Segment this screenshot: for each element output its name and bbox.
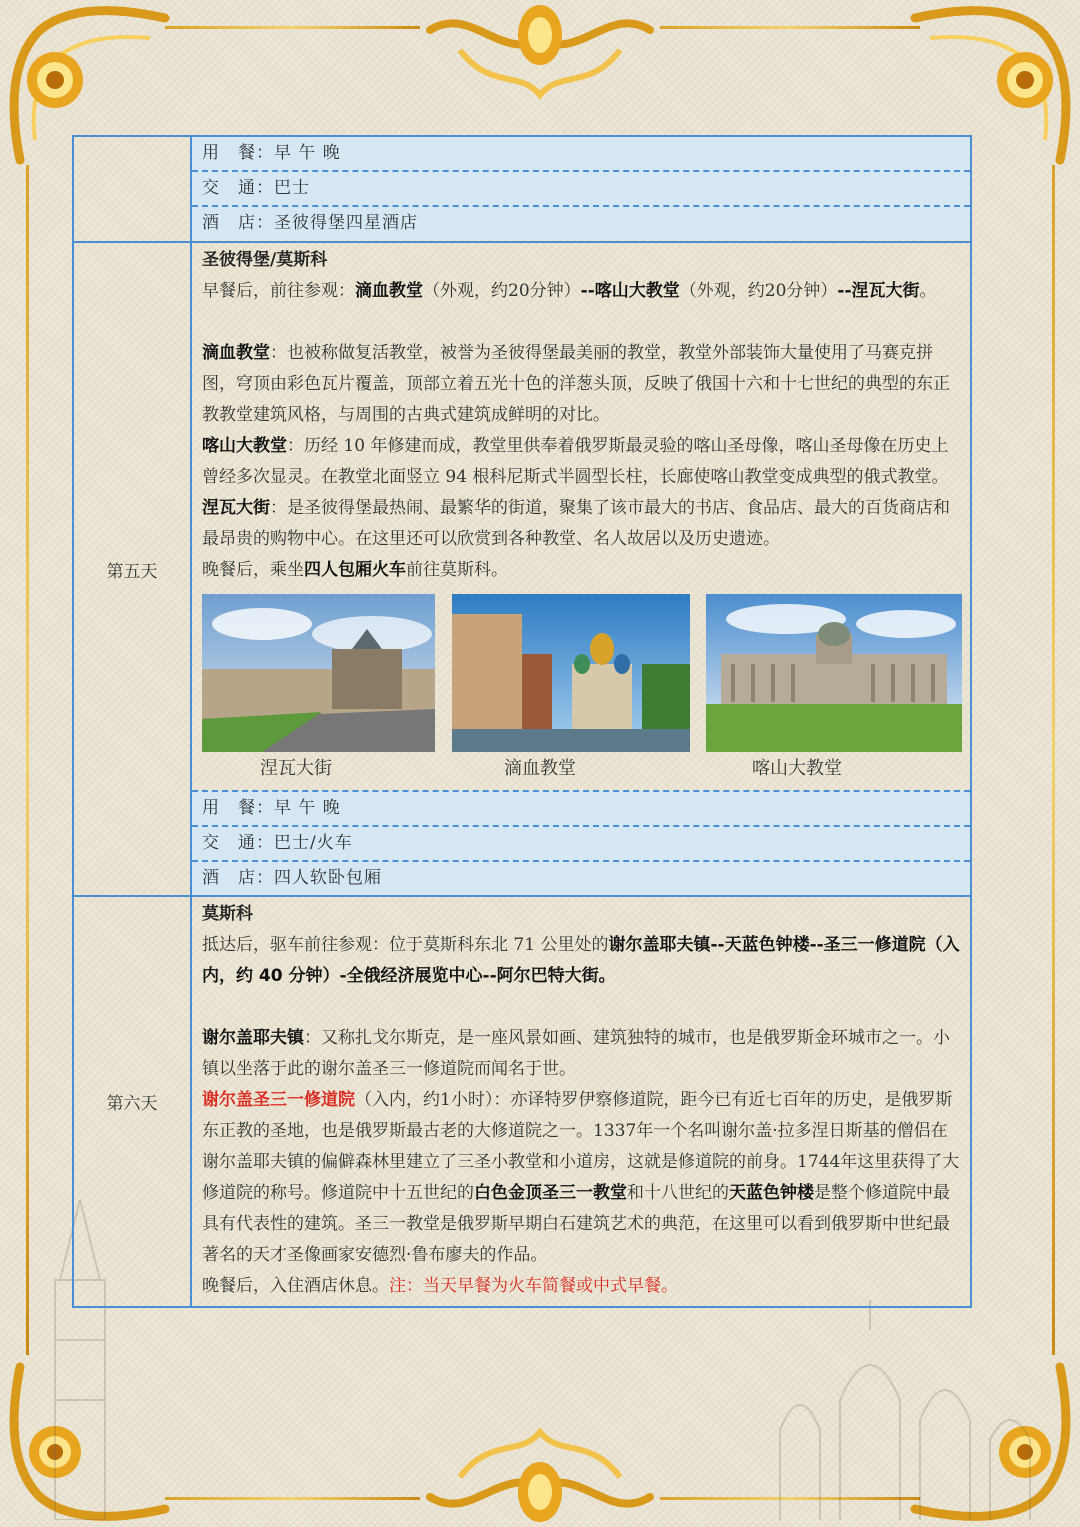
photo-strip (202, 594, 962, 752)
spot-name: 谢尔盖圣三一修道院 (202, 1090, 355, 1110)
right-frame-line (1052, 165, 1055, 1355)
intro-highlight: 喀山大教堂 (594, 281, 680, 301)
photo-caption: 滴血教堂 (504, 758, 576, 779)
day5-evening (202, 555, 962, 586)
photo-caption: 涅瓦大街 (260, 758, 332, 779)
spot-text: （入内，约1小时）：亦译特罗伊察修道院，距今已有近七百年的历史，是俄罗斯东正教的圣地，也是俄罗斯最古老的大修道院之一。1337年一个名叫谢尔盖·拉多涅日斯基的僧侣在谢尔盖耶夫镇的偏僻森林里建立了三圣小教堂和小道房，这就是修道院的前身。1744年这里获得了大修道院的称号。修道院中十五世纪的 (202, 1090, 960, 1203)
spot-description (202, 1023, 962, 1085)
intro-dash: -- (580, 281, 595, 301)
evening-text: 晚餐后，乘坐 (202, 560, 304, 580)
day6-label: 第六天 (73, 896, 191, 1307)
spot-text: ：也被称做复活教堂，被誉为圣彼得堡最美丽的教堂，教堂外部装饰大量使用了马赛克拼图，穹顶由彩色瓦片覆盖，顶部立着五光十色的洋葱头顶，反映了俄国十六和十七世纪的典型的东正教教堂建筑风格，与周围的古典式建筑成鲜明的对比。 (202, 343, 950, 425)
hotel-row: 酒 店：四人软卧包厢 (192, 862, 970, 895)
spot-name: 谢尔盖耶夫镇 (202, 1028, 304, 1048)
day5-intro (202, 276, 962, 307)
day6-intro (202, 930, 962, 992)
meals-row: 用 餐：早 午 晚 (192, 790, 970, 827)
bottom-center-ornament-icon (420, 1417, 660, 1527)
intro-highlight: 谢尔盖耶夫镇--天蓝色钟楼--圣三一修道院（入内，约 40 分钟）-全俄经济展览中心--阿尔巴特大街。 (202, 935, 960, 986)
photo-caption: 喀山大教堂 (752, 758, 842, 779)
left-frame-line (26, 165, 29, 1355)
day5-body (192, 243, 970, 790)
spot-description (202, 338, 962, 431)
prev-day-cell (73, 136, 191, 242)
spot-text: ：是圣彼得堡最热闹、最繁华的街道，聚集了该市最大的书店、食品店、最大的百货商店和最昂贵的购物中心。在这里还可以欣赏到各种教堂、名人故居以及历史遗迹。 (202, 498, 950, 549)
intro-dash: -- (837, 281, 852, 301)
photo-captions (202, 752, 962, 786)
day5-title: 圣彼得堡/莫斯科 (202, 250, 328, 270)
intro-text: 早餐后，前往参观： (202, 281, 355, 301)
day5-content (191, 242, 971, 896)
intro-end: 。 (919, 281, 937, 301)
spot-name: 喀山大教堂 (202, 436, 287, 456)
spot-text: ：又称扎戈尔斯克，是一座风景如画、建筑独特的城市，也是俄罗斯金环城市之一。小镇以坐落于此的谢尔盖圣三一修道院而闻名于世。 (202, 1028, 950, 1079)
spot-text: ：历经 10 年修建而成，教堂里供奉着俄罗斯最灵验的喀山圣母像，喀山圣母像在历史上曾经多次显灵。在教堂北面竖立 94 根科尼斯式半圆型长柱，长廊使喀山教堂变成典型的俄式教堂。 (202, 436, 949, 487)
day6-content (191, 896, 971, 1307)
prev-day-info (191, 136, 971, 242)
day6-title: 莫斯科 (202, 904, 253, 924)
church-on-spilled-blood-photo (452, 594, 690, 752)
transport-row: 交 通：巴士 (192, 172, 970, 207)
transport-row: 交 通：巴士/火车 (192, 827, 970, 862)
kazan-cathedral-photo (706, 594, 962, 752)
intro-text: 抵达后，驱车前往参观：位于莫斯科东北 71 公里处的 (202, 935, 609, 955)
spot-description (202, 431, 962, 493)
prev-day-info-row (73, 136, 971, 242)
background-cathedral-sketch-icon (740, 1290, 1070, 1520)
spot-name: 涅瓦大街 (202, 498, 270, 518)
intro-note: （外观，约20分钟） (423, 281, 581, 301)
spot-name: 滴血教堂 (202, 343, 270, 363)
spot-highlight: 白色金顶圣三一教堂 (474, 1183, 627, 1203)
itinerary-table (72, 135, 972, 1308)
day6-row (73, 896, 971, 1307)
top-frame-line-left (165, 26, 420, 29)
top-center-ornament-icon (420, 0, 660, 110)
spot-text: 是整个修道院中最具有代表性的建筑。圣三一教堂是俄罗斯早期白石建筑艺术的典范，在这里可以看到俄罗斯中世纪最著名的天才圣像画家安德烈·鲁布廖夫的作品。 (202, 1183, 950, 1265)
nevsky-prospect-photo (202, 594, 435, 752)
day6-body (192, 897, 970, 1306)
day5-row (73, 242, 971, 896)
bottom-frame-line-left (165, 1497, 420, 1500)
intro-highlight: 涅瓦大街 (851, 281, 920, 301)
day6-evening (202, 1271, 962, 1302)
evening-text: 晚餐后，入住酒店休息。 (202, 1276, 389, 1296)
spot-description (202, 1085, 962, 1271)
spot-description (202, 493, 962, 555)
intro-note: （外观，约20分钟） (679, 281, 838, 301)
spot-text: 和十八世纪的 (627, 1183, 729, 1203)
meals-row: 用 餐：早 午 晚 (192, 137, 970, 172)
breakfast-note: 注：当天早餐为火车简餐或中式早餐。 (389, 1276, 678, 1296)
spot-highlight: 天蓝色钟楼 (729, 1183, 814, 1203)
intro-highlight: 滴血教堂 (355, 281, 423, 301)
evening-text: 前往莫斯科。 (406, 560, 508, 580)
evening-highlight: 四人包厢火车 (304, 560, 406, 580)
day5-label: 第五天 (73, 242, 191, 896)
top-frame-line-right (660, 26, 920, 29)
hotel-row: 酒 店：圣彼得堡四星酒店 (192, 207, 970, 240)
